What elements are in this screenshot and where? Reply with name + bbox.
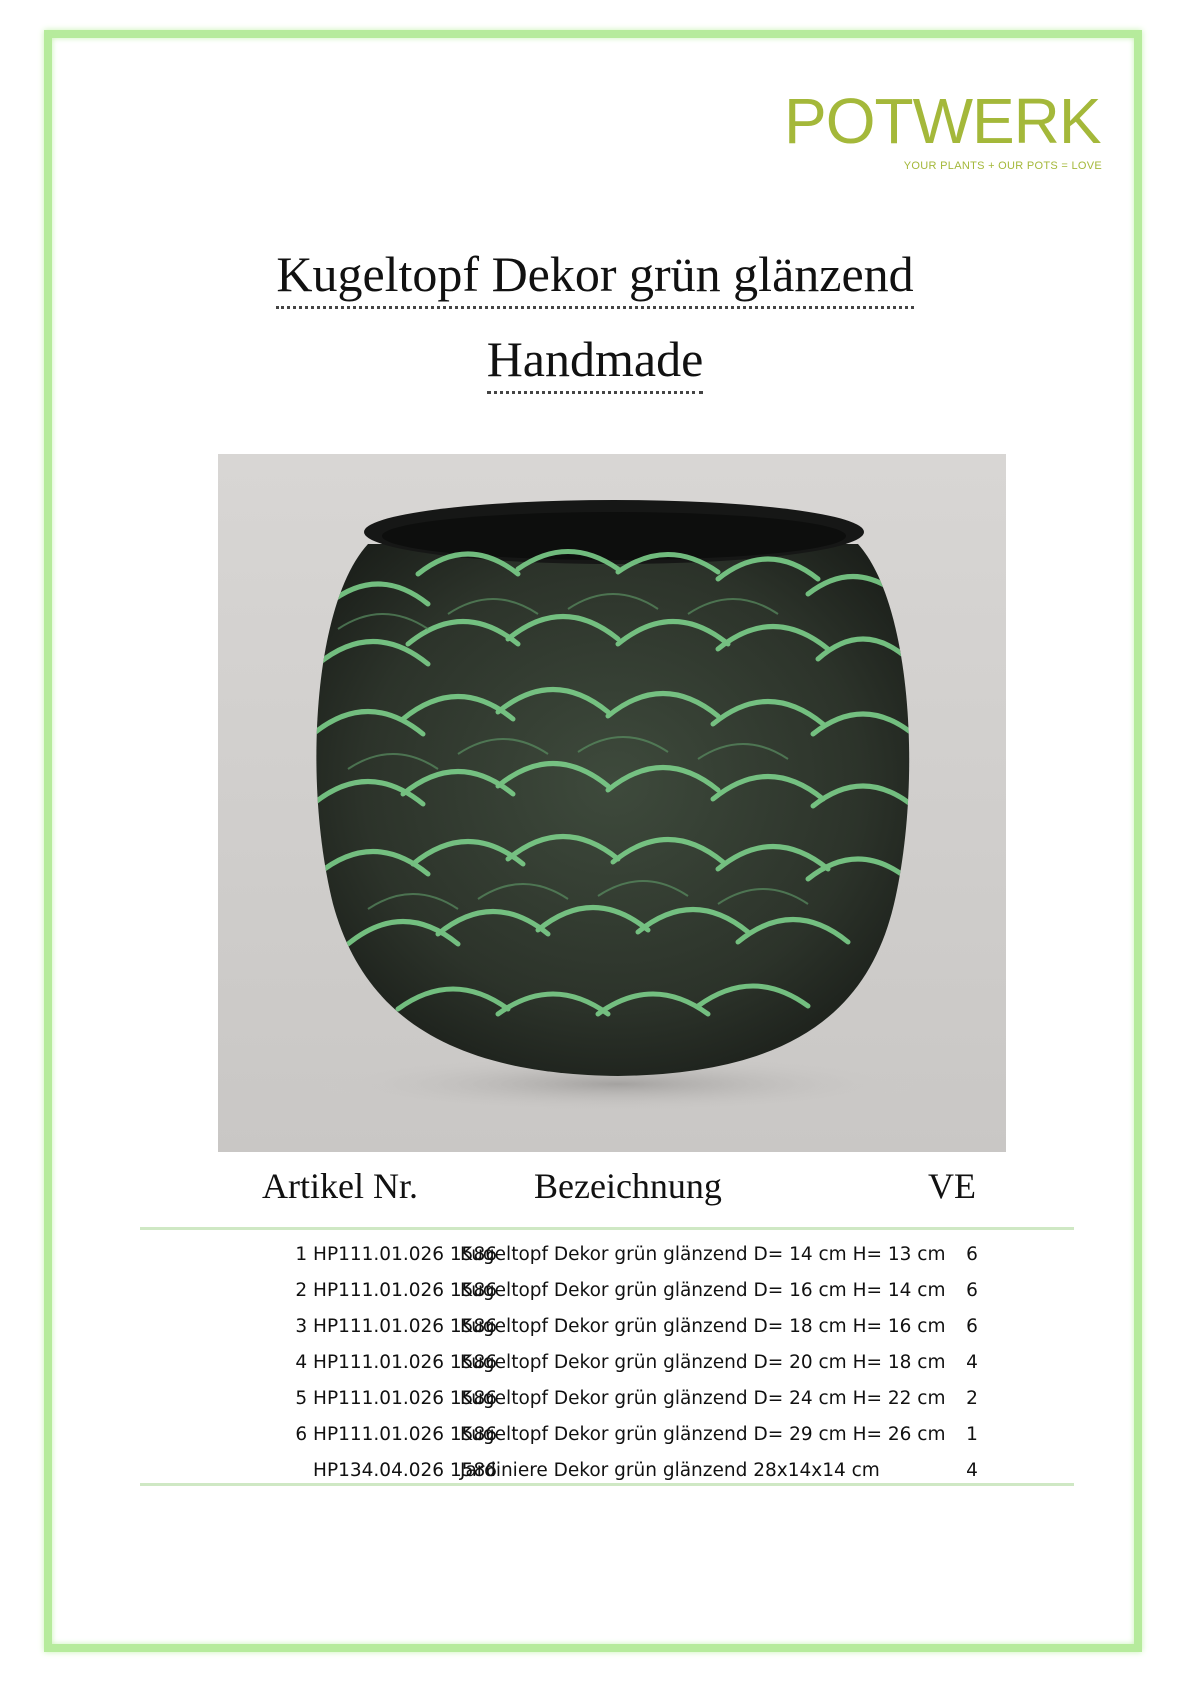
cell-unit: 1 bbox=[966, 1424, 978, 1445]
table-row bbox=[140, 1345, 1074, 1381]
cell-article: HP134.04.026 1586 bbox=[313, 1460, 497, 1481]
cell-description: Kugeltopf Dekor grün glänzend D= 14 cm H= 13 cm bbox=[460, 1244, 946, 1265]
table-bottom-rule bbox=[140, 1483, 1074, 1486]
header-unit: VE bbox=[928, 1166, 976, 1206]
logo-wordmark: POTWERK bbox=[784, 85, 1101, 157]
header-article: Artikel Nr. bbox=[262, 1166, 418, 1206]
table-row bbox=[140, 1309, 1074, 1345]
cell-article: 4 HP111.01.026 1586 bbox=[295, 1352, 497, 1373]
table-top-rule bbox=[140, 1227, 1074, 1230]
cell-description: Jardiniere Dekor grün glänzend 28x14x14 cm bbox=[460, 1460, 880, 1481]
product-photo bbox=[218, 454, 1006, 1152]
header-description: Bezeichnung bbox=[534, 1166, 722, 1206]
cell-unit: 2 bbox=[966, 1388, 978, 1409]
cell-unit: 6 bbox=[966, 1244, 978, 1265]
table-row bbox=[140, 1417, 1074, 1453]
cell-unit: 4 bbox=[966, 1460, 978, 1481]
table-row bbox=[140, 1273, 1074, 1309]
cell-description: Kugeltopf Dekor grün glänzend D= 29 cm H= 26 cm bbox=[460, 1424, 946, 1445]
cell-unit: 6 bbox=[966, 1316, 978, 1337]
product-table bbox=[140, 1237, 1074, 1489]
cell-description: Kugeltopf Dekor grün glänzend D= 16 cm H= 14 cm bbox=[460, 1280, 946, 1301]
cell-article: 6 HP111.01.026 1586 bbox=[295, 1424, 497, 1445]
cell-unit: 6 bbox=[966, 1280, 978, 1301]
cell-unit: 4 bbox=[966, 1352, 978, 1373]
logo-tagline: YOUR PLANTS + OUR POTS = LOVE bbox=[903, 160, 1102, 172]
pot-illustration bbox=[218, 454, 1006, 1152]
product-title: Kugeltopf Dekor grün glänzend bbox=[0, 245, 1190, 303]
cell-description: Kugeltopf Dekor grün glänzend D= 24 cm H= 22 cm bbox=[460, 1388, 946, 1409]
cell-article: 2 HP111.01.026 1586 bbox=[295, 1280, 497, 1301]
cell-description: Kugeltopf Dekor grün glänzend D= 20 cm H= 18 cm bbox=[460, 1352, 946, 1373]
cell-article: 1 HP111.01.026 1586 bbox=[295, 1244, 497, 1265]
table-row bbox=[140, 1237, 1074, 1273]
product-subtitle: Handmade bbox=[0, 330, 1190, 388]
potwerk-logo bbox=[764, 86, 1104, 178]
cell-description: Kugeltopf Dekor grün glänzend D= 18 cm H= 16 cm bbox=[460, 1316, 946, 1337]
table-row bbox=[140, 1381, 1074, 1417]
cell-article: 3 HP111.01.026 1586 bbox=[295, 1316, 497, 1337]
cell-article: 5 HP111.01.026 1586 bbox=[295, 1388, 497, 1409]
